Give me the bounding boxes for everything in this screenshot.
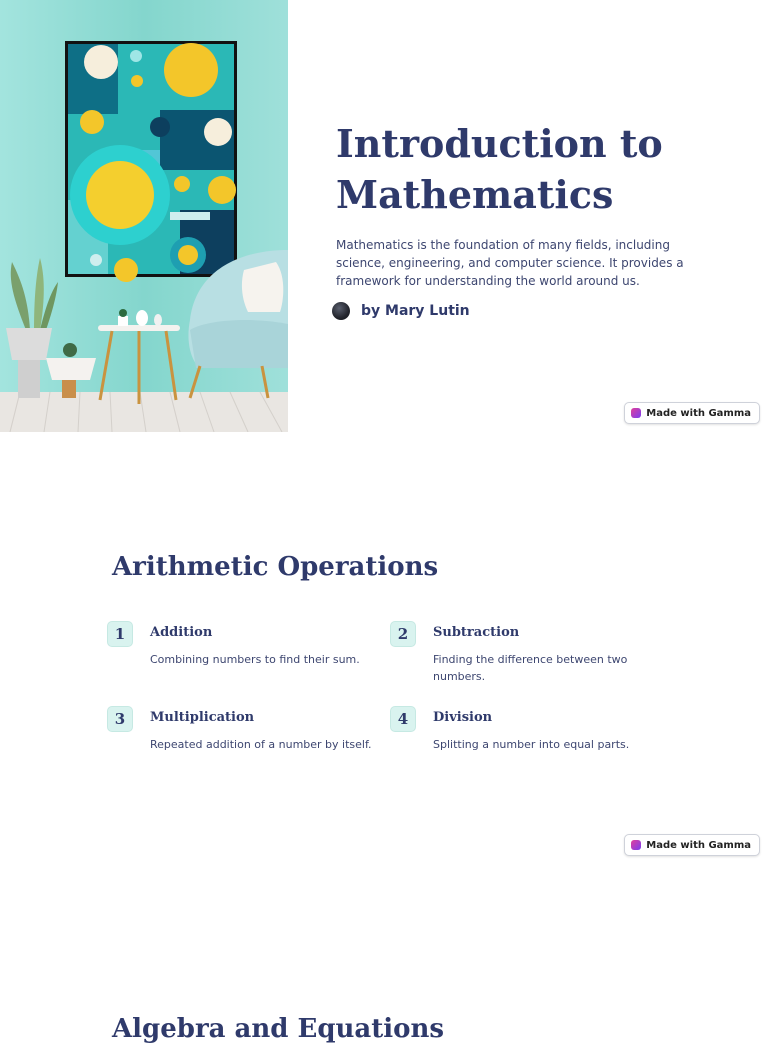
operation-description: Splitting a number into equal parts.: [433, 738, 630, 751]
operation-description: Repeated addition of a number by itself.: [150, 738, 372, 751]
operation-description: Finding the difference between two numbers.: [433, 653, 628, 683]
section-title: Arithmetic Operations: [112, 552, 439, 582]
made-with-gamma-button[interactable]: [624, 834, 760, 856]
operation-title: Multiplication: [150, 710, 255, 725]
title-slide: [0, 0, 768, 432]
presentation-description: Mathematics is the foundation of many fields, including science, engineering, and computer science. It provides a framework for understanding the world around us.: [336, 238, 684, 288]
operation-title: Addition: [150, 625, 213, 640]
badge-label: Made with Gamma: [646, 407, 751, 419]
operation-title: Subtraction: [433, 625, 520, 640]
author-byline: [332, 298, 470, 324]
step-number-badge: 2: [390, 621, 416, 647]
presentation-title: Introduction to Mathematics: [336, 121, 663, 217]
step-number-badge: 4: [390, 706, 416, 732]
author-name: by Mary Lutin: [361, 303, 470, 319]
arithmetic-slide: [0, 432, 768, 864]
avatar: [332, 302, 350, 320]
algebra-slide: [0, 864, 768, 1044]
badge-label: Made with Gamma: [646, 839, 751, 851]
operation-description: Combining numbers to find their sum.: [150, 653, 360, 666]
hero-image: [0, 0, 288, 432]
step-number-badge: 3: [107, 706, 133, 732]
operation-title: Division: [433, 710, 493, 725]
gamma-logo-icon: [631, 408, 641, 418]
section-title: Algebra and Equations: [112, 1014, 445, 1044]
made-with-gamma-button[interactable]: [624, 402, 760, 424]
gamma-logo-icon: [631, 840, 641, 850]
step-number-badge: 1: [107, 621, 133, 647]
